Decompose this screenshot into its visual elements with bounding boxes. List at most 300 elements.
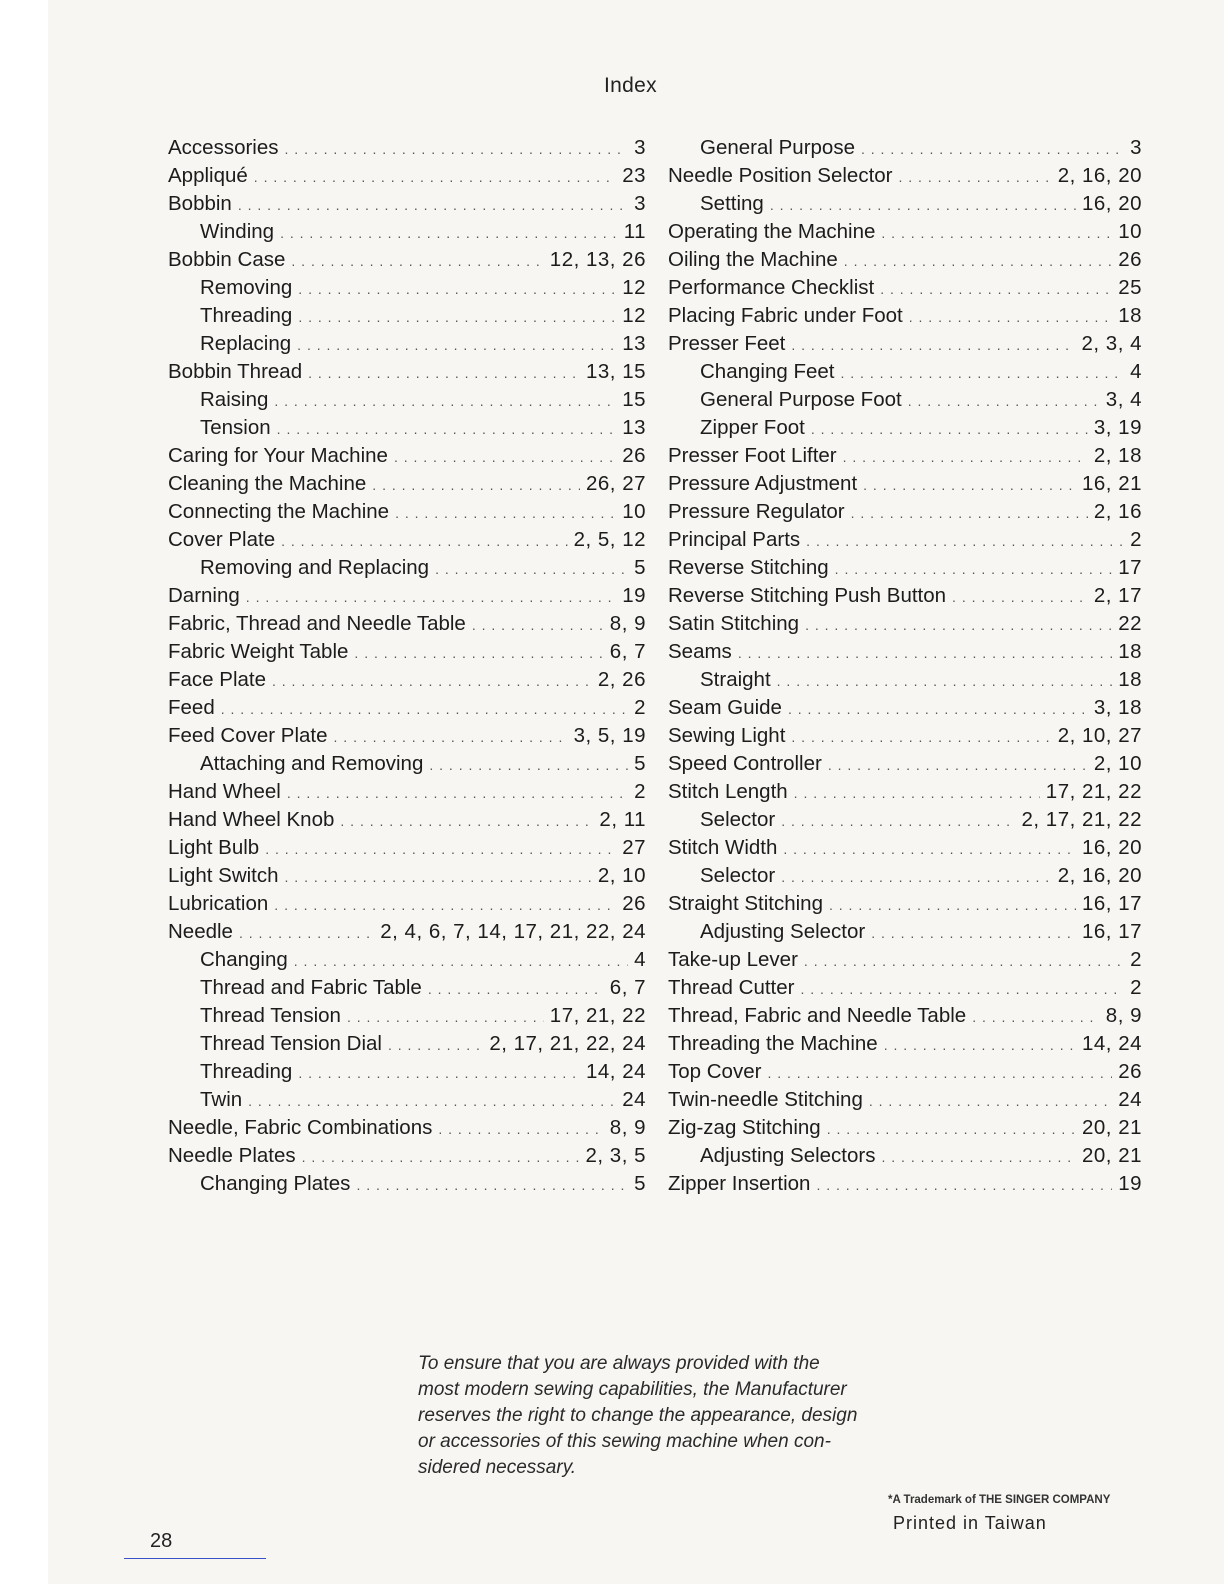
- dot-leader: [843, 443, 1088, 471]
- index-subentry: [668, 414, 1142, 442]
- index-term: Zipper Foot: [700, 416, 805, 439]
- dot-leader: [851, 499, 1088, 527]
- index-page-refs: 11: [623, 220, 646, 243]
- index-term: Seam Guide: [668, 696, 782, 719]
- index-subentry: [168, 302, 646, 330]
- dot-leader: [738, 639, 1112, 667]
- dot-leader: [254, 163, 616, 191]
- index-page-refs: 17, 21, 22: [1045, 780, 1142, 803]
- index-page-refs: 18: [1118, 304, 1142, 327]
- index-entry: [168, 1142, 646, 1170]
- index-term: Twin: [200, 1088, 243, 1111]
- index-entry: [668, 498, 1142, 526]
- index-page-refs: 2, 16, 20: [1057, 864, 1142, 887]
- index-term: Attaching and Removing: [200, 752, 424, 775]
- index-term: Zig-zag Stitching: [668, 1116, 821, 1139]
- index-term: Face Plate: [168, 668, 266, 691]
- index-page-refs: 2, 16, 20: [1057, 164, 1142, 187]
- dot-leader: [788, 695, 1088, 723]
- dot-leader: [435, 555, 628, 583]
- index-term: Presser Feet: [668, 332, 786, 355]
- index-page-refs: 4: [634, 948, 646, 971]
- index-page-refs: 2, 5, 12: [573, 528, 646, 551]
- index-term: Replacing: [200, 332, 292, 355]
- index-subentry: [168, 218, 646, 246]
- index-entry: [168, 190, 646, 218]
- index-entry: [168, 806, 646, 834]
- dot-leader: [280, 219, 618, 247]
- notice-line: or accessories of this sewing machine when con-: [418, 1431, 831, 1452]
- dot-leader: [827, 1115, 1076, 1143]
- index-page-refs: 13: [622, 332, 646, 355]
- dot-leader: [354, 639, 603, 667]
- index-subentry: [168, 1086, 646, 1114]
- index-entry: [668, 218, 1142, 246]
- dot-leader: [248, 1087, 616, 1115]
- index-entry: [668, 834, 1142, 862]
- index-entry: [668, 1114, 1142, 1142]
- dot-leader: [340, 807, 593, 835]
- dot-leader: [794, 779, 1040, 807]
- dot-leader: [899, 163, 1052, 191]
- index-term: Hand Wheel Knob: [168, 808, 335, 831]
- index-entry: [168, 246, 646, 274]
- index-entry: [668, 722, 1142, 750]
- index-term: Needle: [168, 920, 233, 943]
- dot-leader: [281, 527, 568, 555]
- index-subentry: [668, 134, 1142, 162]
- index-page-refs: 26, 27: [586, 472, 646, 495]
- page-number: 28: [150, 1530, 173, 1552]
- index-entry: [168, 442, 646, 470]
- index-subentry: [168, 414, 646, 442]
- index-entry: [668, 1086, 1142, 1114]
- index-page-refs: 15: [622, 388, 646, 411]
- index-page-refs: 18: [1118, 668, 1142, 691]
- index-column-right: [668, 134, 1142, 1198]
- index-entry: [668, 1030, 1142, 1058]
- index-entry: [668, 750, 1142, 778]
- index-page-refs: 24: [1118, 1088, 1142, 1111]
- dot-leader: [294, 947, 628, 975]
- index-term: Bobbin Case: [168, 248, 286, 271]
- dot-leader: [881, 1143, 1076, 1171]
- index-term: Thread Tension Dial: [200, 1032, 382, 1055]
- index-term: Changing Plates: [200, 1172, 351, 1195]
- index-entry: [168, 778, 646, 806]
- index-term: Principal Parts: [668, 528, 801, 551]
- manufacturer-notice: [418, 1351, 938, 1481]
- dot-leader: [238, 191, 628, 219]
- index-entry: [168, 862, 646, 890]
- index-page-refs: 26: [622, 444, 646, 467]
- index-subentry: [668, 918, 1142, 946]
- index-page-refs: 23: [622, 164, 646, 187]
- trademark-note: *A Trademark of THE SINGER COMPANY: [888, 1494, 1111, 1506]
- index-page-refs: 2, 3, 4: [1081, 332, 1142, 355]
- dot-leader: [298, 1059, 580, 1087]
- page-title: Index: [604, 74, 657, 97]
- index-entry: [168, 610, 646, 638]
- index-page-refs: 24: [622, 1088, 646, 1111]
- index-page-refs: 27: [622, 836, 646, 859]
- index-term: Threading the Machine: [668, 1032, 878, 1055]
- index-page-refs: 25: [1118, 276, 1142, 299]
- index-term: Zipper Insertion: [668, 1172, 811, 1195]
- dot-leader: [829, 891, 1076, 919]
- index-term: Removing and Replacing: [200, 556, 430, 579]
- index-entry: [168, 470, 646, 498]
- dot-leader: [777, 667, 1113, 695]
- index-subentry: [168, 750, 646, 778]
- index-term: Adjusting Selectors: [700, 1144, 876, 1167]
- index-subentry: [668, 386, 1142, 414]
- index-term: Thread, Fabric and Needle Table: [668, 1004, 967, 1027]
- dot-leader: [770, 191, 1076, 219]
- index-term: Needle Position Selector: [668, 164, 893, 187]
- index-page-refs: 12: [622, 276, 646, 299]
- index-page-refs: 2, 10: [597, 864, 646, 887]
- index-entry: [668, 302, 1142, 330]
- dot-leader: [274, 891, 616, 919]
- index-term: Thread Cutter: [668, 976, 795, 999]
- dot-leader: [394, 443, 616, 471]
- index-page-refs: 20, 21: [1082, 1144, 1142, 1167]
- index-term: Stitch Width: [668, 836, 778, 859]
- index-entry: [168, 638, 646, 666]
- index-term: Connecting the Machine: [168, 500, 390, 523]
- index-page-refs: 8, 9: [609, 1116, 646, 1139]
- index-term: Reverse Stitching Push Button: [668, 584, 947, 607]
- index-term: Lubrication: [168, 892, 269, 915]
- index-entry: [168, 358, 646, 386]
- dot-leader: [861, 135, 1124, 163]
- index-page-refs: 3: [634, 192, 646, 215]
- index-entry: [168, 162, 646, 190]
- printed-in-note: Printed in Taiwan: [893, 1513, 1047, 1533]
- index-term: Pressure Adjustment: [668, 472, 858, 495]
- index-term: Top Cover: [668, 1060, 762, 1083]
- index-entry: [668, 1058, 1142, 1086]
- index-page-refs: 2: [634, 780, 646, 803]
- dot-leader: [863, 471, 1076, 499]
- index-page-refs: 3, 5, 19: [573, 724, 646, 747]
- index-entry: [668, 330, 1142, 358]
- dot-leader: [972, 1003, 1100, 1031]
- index-page-refs: 14, 24: [586, 1060, 646, 1083]
- index-entry: [168, 834, 646, 862]
- index-page-refs: 2, 16: [1093, 500, 1142, 523]
- index-page-refs: 16, 17: [1082, 892, 1142, 915]
- notice-line: To ensure that you are always provided with the: [418, 1353, 820, 1374]
- index-entry: [668, 946, 1142, 974]
- index-page-refs: 3, 4: [1105, 388, 1142, 411]
- index-page-refs: 10: [1118, 220, 1142, 243]
- index-term: Bobbin Thread: [168, 360, 303, 383]
- index-entry: [668, 554, 1142, 582]
- index-term: Setting: [700, 192, 764, 215]
- index-term: Straight: [700, 668, 771, 691]
- dot-leader: [881, 219, 1112, 247]
- index-subentry: [168, 1058, 646, 1086]
- index-term: Adjusting Selector: [700, 920, 866, 943]
- index-entry: [168, 918, 646, 946]
- index-page-refs: 6, 7: [609, 976, 646, 999]
- dot-leader: [908, 387, 1100, 415]
- index-page-refs: 2, 10, 27: [1057, 724, 1142, 747]
- index-subentry: [168, 1030, 646, 1058]
- index-subentry: [668, 190, 1142, 218]
- index-subentry: [168, 386, 646, 414]
- index-entry: [168, 582, 646, 610]
- index-page-refs: 14, 24: [1082, 1032, 1142, 1055]
- index-term: Fabric, Thread and Needle Table: [168, 612, 466, 635]
- index-term: Hand Wheel: [168, 780, 281, 803]
- index-page-refs: 2, 10: [1093, 752, 1142, 775]
- notice-line: sidered necessary.: [418, 1457, 577, 1478]
- index-entry: [168, 722, 646, 750]
- index-term: Selector: [700, 808, 776, 831]
- dot-leader: [297, 331, 616, 359]
- index-page-refs: 10: [622, 500, 646, 523]
- index-page-refs: 2: [1130, 528, 1142, 551]
- index-term: Twin-needle Stitching: [668, 1088, 863, 1111]
- dot-leader: [221, 695, 628, 723]
- dot-leader: [308, 359, 580, 387]
- index-term: Cleaning the Machine: [168, 472, 367, 495]
- index-page-refs: 3, 18: [1093, 696, 1142, 719]
- index-term: Removing: [200, 276, 293, 299]
- index-term: Fabric Weight Table: [168, 640, 349, 663]
- index-page-refs: 8, 9: [1105, 1004, 1142, 1027]
- dot-leader: [298, 275, 616, 303]
- index-page-refs: 18: [1118, 640, 1142, 663]
- index-entry: [668, 778, 1142, 806]
- index-entry: [668, 638, 1142, 666]
- index-entry: [668, 162, 1142, 190]
- dot-leader: [781, 863, 1051, 891]
- index-page-refs: 3: [1130, 136, 1142, 159]
- index-page-refs: 26: [1118, 1060, 1142, 1083]
- index-term: Reverse Stitching: [668, 556, 829, 579]
- index-subentry: [168, 554, 646, 582]
- index-page-refs: 17: [1118, 556, 1142, 579]
- index-subentry: [668, 806, 1142, 834]
- index-term: Darning: [168, 584, 240, 607]
- dot-leader: [840, 359, 1124, 387]
- dot-leader: [952, 583, 1088, 611]
- index-subentry: [168, 946, 646, 974]
- index-subentry: [168, 974, 646, 1002]
- dot-leader: [880, 275, 1112, 303]
- index-term: General Purpose: [700, 136, 855, 159]
- dot-leader: [356, 1171, 628, 1199]
- index-term: Light Switch: [168, 864, 279, 887]
- index-entry: [668, 610, 1142, 638]
- dot-leader: [274, 387, 616, 415]
- dot-leader: [884, 1031, 1076, 1059]
- index-term: Selector: [700, 864, 776, 887]
- index-page-refs: 5: [634, 752, 646, 775]
- index-entry: [668, 694, 1142, 722]
- index-subentry: [668, 1142, 1142, 1170]
- index-page-refs: 2, 11: [599, 808, 646, 831]
- index-entry: [668, 890, 1142, 918]
- index-entry: [168, 890, 646, 918]
- dot-leader: [265, 835, 616, 863]
- dot-leader: [869, 1087, 1112, 1115]
- index-term: Raising: [200, 388, 269, 411]
- index-subentry: [668, 666, 1142, 694]
- index-term: Stitch Length: [668, 780, 788, 803]
- index-page-refs: 2, 17: [1093, 584, 1142, 607]
- index-term: Accessories: [168, 136, 279, 159]
- index-subentry: [668, 358, 1142, 386]
- index-page-refs: 17, 21, 22: [549, 1004, 646, 1027]
- index-page-refs: 16, 20: [1082, 836, 1142, 859]
- dot-leader: [285, 863, 592, 891]
- index-term: Performance Checklist: [668, 276, 875, 299]
- index-page-refs: 26: [1118, 248, 1142, 271]
- index-entry: [668, 470, 1142, 498]
- index-term: Thread Tension: [200, 1004, 341, 1027]
- index-term: Straight Stitching: [668, 892, 823, 915]
- index-page-refs: 2, 17, 21, 22: [1021, 808, 1142, 831]
- index-term: Oiling the Machine: [668, 248, 838, 271]
- index-term: Seams: [668, 640, 732, 663]
- dot-leader: [291, 247, 543, 275]
- page-number-underline: [124, 1558, 266, 1559]
- index-page-refs: 16, 20: [1082, 192, 1142, 215]
- index-entry: [668, 1170, 1142, 1198]
- index-page-refs: 13, 15: [586, 360, 646, 383]
- dot-leader: [871, 919, 1076, 947]
- index-term: Light Bulb: [168, 836, 260, 859]
- dot-leader: [334, 723, 568, 751]
- index-entry: [668, 1002, 1142, 1030]
- index-term: Changing: [200, 948, 288, 971]
- dot-leader: [767, 1059, 1112, 1087]
- dot-leader: [804, 947, 1124, 975]
- index-page-refs: 2, 17, 21, 22, 24: [489, 1032, 646, 1055]
- index-term: Appliqué: [168, 164, 248, 187]
- index-entry: [668, 274, 1142, 302]
- dot-leader: [472, 611, 604, 639]
- index-term: Caring for Your Machine: [168, 444, 388, 467]
- dot-leader: [800, 975, 1124, 1003]
- index-term: Needle Plates: [168, 1144, 296, 1167]
- index-entry: [168, 694, 646, 722]
- dot-leader: [428, 975, 604, 1003]
- index-subentry: [168, 1170, 646, 1198]
- dot-leader: [246, 583, 616, 611]
- dot-leader: [287, 779, 628, 807]
- index-page-refs: 8, 9: [609, 612, 646, 635]
- dot-leader: [239, 919, 374, 947]
- notice-line: reserves the right to change the appearance, design: [418, 1405, 858, 1426]
- index-term: Sewing Light: [668, 724, 786, 747]
- index-term: Needle, Fabric Combinations: [168, 1116, 433, 1139]
- index-term: Placing Fabric under Foot: [668, 304, 903, 327]
- dot-leader: [783, 835, 1076, 863]
- index-subentry: [168, 274, 646, 302]
- dot-leader: [781, 807, 1015, 835]
- index-entry: [168, 1114, 646, 1142]
- index-term: Threading: [200, 1060, 293, 1083]
- dot-leader: [806, 527, 1124, 555]
- index-page-refs: 22: [1118, 612, 1142, 635]
- dot-leader: [811, 415, 1088, 443]
- index-page-refs: 6, 7: [609, 640, 646, 663]
- index-page-refs: 12, 13, 26: [549, 248, 646, 271]
- index-subentry: [668, 862, 1142, 890]
- index-subentry: [168, 1002, 646, 1030]
- index-term: Bobbin: [168, 192, 232, 215]
- index-term: Satin Stitching: [668, 612, 800, 635]
- index-term: Feed: [168, 696, 215, 719]
- index-term: Presser Foot Lifter: [668, 444, 837, 467]
- dot-leader: [909, 303, 1112, 331]
- index-page-refs: 5: [634, 1172, 646, 1195]
- dot-leader: [285, 135, 629, 163]
- index-page-refs: 16, 21: [1082, 472, 1142, 495]
- index-page-refs: 2, 3, 5: [585, 1144, 646, 1167]
- dot-leader: [438, 1115, 603, 1143]
- index-page-refs: 13: [622, 416, 646, 439]
- index-page-refs: 2: [1130, 976, 1142, 999]
- index-page-refs: 4: [1130, 360, 1142, 383]
- index-entry: [668, 442, 1142, 470]
- index-term: Cover Plate: [168, 528, 276, 551]
- index-page-refs: 2, 4, 6, 7, 14, 17, 21, 22, 24: [380, 920, 646, 943]
- index-term: General Purpose Foot: [700, 388, 902, 411]
- index-entry: [168, 134, 646, 162]
- index-term: Threading: [200, 304, 293, 327]
- index-page-refs: 2, 26: [597, 668, 646, 691]
- index-page-refs: 2: [1130, 948, 1142, 971]
- index-term: Tension: [200, 416, 271, 439]
- index-term: Changing Feet: [700, 360, 835, 383]
- dot-leader: [372, 471, 580, 499]
- index-entry: [668, 246, 1142, 274]
- index-entry: [168, 526, 646, 554]
- index-page-refs: 3: [634, 136, 646, 159]
- index-page-refs: 5: [634, 556, 646, 579]
- index-term: Speed Controller: [668, 752, 822, 775]
- index-page-refs: 12: [622, 304, 646, 327]
- index-page-refs: 2, 18: [1093, 444, 1142, 467]
- index-term: Pressure Regulator: [668, 500, 845, 523]
- index-page-refs: 2: [634, 696, 646, 719]
- dot-leader: [277, 415, 617, 443]
- dot-leader: [272, 667, 592, 695]
- index-page-refs: 20, 21: [1082, 1116, 1142, 1139]
- index-term: Take-up Lever: [668, 948, 798, 971]
- dot-leader: [791, 331, 1075, 359]
- index-page-refs: 16, 17: [1082, 920, 1142, 943]
- index-term: Thread and Fabric Table: [200, 976, 422, 999]
- index-column-left: [168, 134, 646, 1198]
- index-entry: [168, 666, 646, 694]
- notice-line: most modern sewing capabilities, the Manufacturer: [418, 1379, 847, 1400]
- dot-leader: [844, 247, 1112, 275]
- dot-leader: [302, 1143, 580, 1171]
- dot-leader: [835, 555, 1113, 583]
- dot-leader: [395, 499, 616, 527]
- index-subentry: [168, 330, 646, 358]
- dot-leader: [828, 751, 1088, 779]
- dot-leader: [429, 751, 628, 779]
